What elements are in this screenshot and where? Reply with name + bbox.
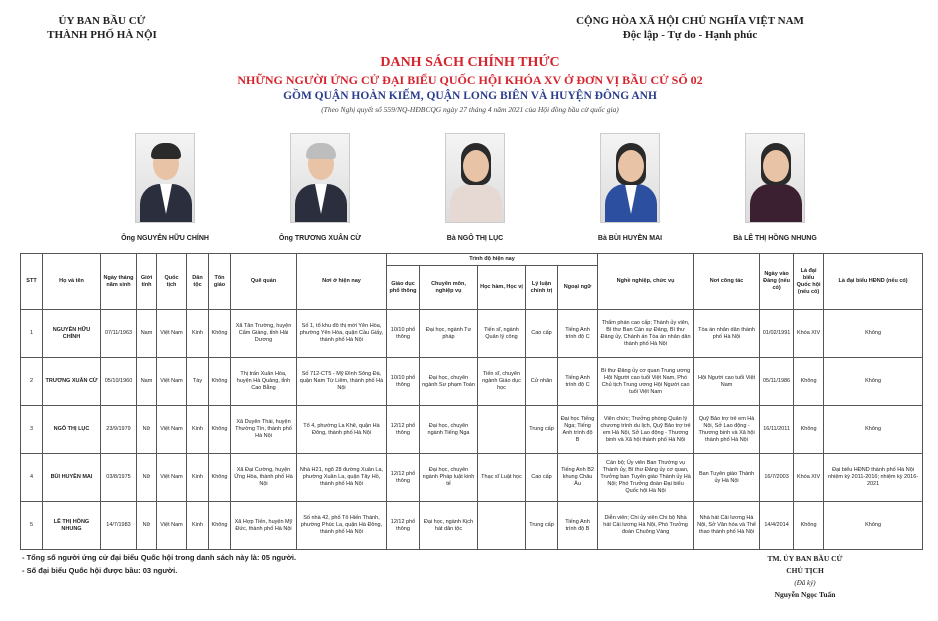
cell-party-date: 16/7/2003: [760, 454, 794, 502]
cell-occupation: Bí thư Đảng ủy cơ quan Trung ương Hội Người cao tuổi Việt Nam, Phó Chủ tịch Trung ương Hội Người cao tuổi Việt Nam: [598, 358, 694, 406]
cell-religion: Không: [209, 406, 231, 454]
cell-ethnicity: Kinh: [187, 406, 209, 454]
cell-name: NGUYỄN HỮU CHÍNH: [43, 310, 101, 358]
cell-hometown: Xã Hợp Tiến, huyện Mỹ Đức, thành phố Hà Nội: [231, 502, 297, 550]
cell-general: 12/12 phổ thông: [387, 502, 420, 550]
cell-dob: 23/9/1979: [101, 406, 137, 454]
candidate-table: [20, 253, 923, 550]
candidate-photo-card: [700, 133, 850, 242]
portrait-image: [745, 133, 805, 223]
cell-name: BÙI HUYỀN MAI: [43, 454, 101, 502]
cell-dob: 14/7/1983: [101, 502, 137, 550]
cell-language: Tiếng Anh trình độ B: [558, 502, 598, 550]
cell-politics: Cao cấp: [526, 310, 558, 358]
header-na-delegate: Là đại biểu Quốc hội (nếu có): [794, 254, 824, 310]
portrait-image: [290, 133, 350, 223]
cell-occupation: Diễn viên; Chi ủy viên Chi bộ Nhà hát Cải lương Hà Nội, Phó Trưởng đoàn Chuông Vàng: [598, 502, 694, 550]
cell-council-delegate: Đại biểu HĐND thành phố Hà Nội nhiệm kỳ 2011-2016; nhiệm kỳ 2016-2021: [824, 454, 923, 502]
cell-stt: 1: [21, 310, 43, 358]
title-block: [120, 54, 820, 116]
photo-caption: Ông NGUYỄN HỮU CHÍNH: [121, 235, 209, 242]
candidate-photo-card: [90, 133, 240, 242]
page-title: DANH SÁCH CHÍNH THỨC: [380, 55, 560, 70]
cell-hometown: Thị trấn Xuân Hòa, huyện Hà Quảng, tỉnh Cao Bằng: [231, 358, 297, 406]
header-religion: Tôn giáo: [209, 254, 231, 310]
cell-council-delegate: Không: [824, 310, 923, 358]
cell-council-delegate: Không: [824, 406, 923, 454]
cell-stt: 5: [21, 502, 43, 550]
photo-caption: Bà BÙI HUYỀN MAI: [597, 235, 663, 242]
cell-language: Tiếng Anh B2 khung Châu Âu: [558, 454, 598, 502]
header-council-delegate: Là đại biểu HĐND (nếu có): [824, 254, 923, 310]
cell-specialty: Đại học, ngành Kịch hát dân tộc: [420, 502, 478, 550]
national-motto-block: [555, 14, 825, 42]
cell-hometown: Xã Tân Trường, huyện Cẩm Giàng, tỉnh Hải Dương: [231, 310, 297, 358]
cell-religion: Không: [209, 358, 231, 406]
cell-gender: Nữ: [137, 454, 157, 502]
cell-workplace: Tòa án nhân dân thành phố Hà Nội: [694, 310, 760, 358]
cell-politics: Cao cấp: [526, 454, 558, 502]
cell-degree: [478, 502, 526, 550]
cell-na-delegate: Không: [794, 406, 824, 454]
cell-dob: 03/8/1975: [101, 454, 137, 502]
page-subtitle-2: GỒM QUẬN HOÀN KIẾM, QUẬN LONG BIÊN VÀ HUYỆN ĐÔNG ANH: [283, 90, 657, 102]
cell-na-delegate: Khóa XIV: [794, 454, 824, 502]
cell-nationality: Việt Nam: [157, 358, 187, 406]
cell-name: TRƯƠNG XUÂN CỪ: [43, 358, 101, 406]
cell-workplace: Hội Người cao tuổi Việt Nam: [694, 358, 760, 406]
header-degree: Học hàm, Học vị: [478, 266, 526, 310]
candidate-photo-card: [400, 133, 550, 242]
cell-ethnicity: Tày: [187, 358, 209, 406]
table-row: [21, 502, 923, 550]
cell-religion: Không: [209, 502, 231, 550]
issuer-line-1: ỦY BAN BẦU CỬ: [58, 15, 146, 27]
cell-nationality: Việt Nam: [157, 310, 187, 358]
cell-degree: Tiến sĩ, ngành Quản lý công: [478, 310, 526, 358]
header-workplace: Nơi công tác: [694, 254, 760, 310]
cell-party-date: 05/11/1986: [760, 358, 794, 406]
signature-org: TM. ỦY BAN BẦU CỬ: [767, 554, 843, 563]
cell-language: Tiếng Anh trình độ C: [558, 310, 598, 358]
cell-na-delegate: Không: [794, 502, 824, 550]
header-stt: STT: [21, 254, 43, 310]
cell-gender: Nam: [137, 358, 157, 406]
cell-specialty: Đại học, chuyên ngành Tiếng Nga: [420, 406, 478, 454]
cell-dob: 07/11/1963: [101, 310, 137, 358]
table-row: [21, 454, 923, 502]
cell-stt: 3: [21, 406, 43, 454]
cell-religion: Không: [209, 310, 231, 358]
cell-occupation: Thẩm phán cao cấp; Thành ủy viên, Bí thư Ban Cán sự Đảng, Bí thư Đảng ủy, Chánh án Tòa án nhân dân thành phố Hà Nội: [598, 310, 694, 358]
cell-ethnicity: Kinh: [187, 454, 209, 502]
header-political-theory: Lý luận chính trị: [526, 266, 558, 310]
cell-general: 10/10 phổ thông: [387, 358, 420, 406]
header-party-date: Ngày vào Đảng (nếu có): [760, 254, 794, 310]
cell-council-delegate: Không: [824, 358, 923, 406]
cell-workplace: Ban Tuyên giáo Thành ủy Hà Nội: [694, 454, 760, 502]
table-row: [21, 406, 923, 454]
cell-dob: 05/10/1960: [101, 358, 137, 406]
header-residence: Nơi ở hiện nay: [297, 254, 387, 310]
header-name: Họ và tên: [43, 254, 101, 310]
header-education-group: Trình độ hiện nay: [387, 254, 598, 266]
header-hometown: Quê quán: [231, 254, 297, 310]
portrait-image: [445, 133, 505, 223]
table-row: [21, 358, 923, 406]
cell-hometown: Xã Đại Cường, huyện Ứng Hòa, thành phố Hà Nội: [231, 454, 297, 502]
cell-religion: Không: [209, 454, 231, 502]
table-row: [21, 310, 923, 358]
header-gender: Giới tính: [137, 254, 157, 310]
cell-hometown: Xã Duyên Thái, huyện Thường Tín, thành phố Hà Nội: [231, 406, 297, 454]
page-subtitle-1: NHỮNG NGƯỜI ỨNG CỬ ĐẠI BIỂU QUỐC HỘI KHÓA XV Ở ĐƠN VỊ BẦU CỬ SỐ 02: [237, 73, 703, 87]
photo-caption: Ông TRƯƠNG XUÂN CỪ: [278, 235, 362, 242]
cell-council-delegate: Không: [824, 502, 923, 550]
header-foreign-language: Ngoại ngữ: [558, 266, 598, 310]
cell-general: 10/10 phổ thông: [387, 310, 420, 358]
header-specialty: Chuyên môn, nghiệp vụ: [420, 266, 478, 310]
issuer-block: [22, 14, 182, 42]
cell-ethnicity: Kinh: [187, 310, 209, 358]
cell-stt: 4: [21, 454, 43, 502]
cell-ethnicity: Kinh: [187, 502, 209, 550]
legal-basis-note: (Theo Nghị quyết số 559/NQ-HĐBCQG ngày 27 tháng 4 năm 2021 của Hội đồng bầu cử quốc gia): [321, 105, 619, 114]
header-general-education: Giáo dục phổ thông: [387, 266, 420, 310]
cell-nationality: Việt Nam: [157, 502, 187, 550]
header-nationality: Quốc tịch: [157, 254, 187, 310]
cell-degree: [478, 406, 526, 454]
motto: Độc lập - Tự do - Hạnh phúc: [622, 29, 758, 41]
seats-note: - Số đại biểu Quốc hội được bầu: 03 người.: [22, 566, 178, 575]
cell-occupation: Cán bộ; Ủy viên Ban Thường vụ Thành ủy, Bí thư Đảng ủy cơ quan, Trưởng ban Tuyên giáo Thành ủy Hà Nội; Phó Trưởng đoàn Đại biểu Quốc hội Hà Nội: [598, 454, 694, 502]
cell-nationality: Việt Nam: [157, 406, 187, 454]
cell-gender: Nam: [137, 310, 157, 358]
cell-name: LÊ THỊ HỒNG NHUNG: [43, 502, 101, 550]
signature-note: (Đã ký): [794, 579, 816, 587]
header-dob: Ngày tháng năm sinh: [101, 254, 137, 310]
issuer-line-2: THÀNH PHỐ HÀ NỘI: [47, 29, 157, 41]
cell-gender: Nữ: [137, 406, 157, 454]
summary-notes: [22, 551, 296, 577]
photo-caption: Bà LÊ THỊ HỒNG NHUNG: [733, 235, 817, 242]
cell-gender: Nữ: [137, 502, 157, 550]
cell-workplace: Nhà hát Cải lương Hà Nội, Sở Văn hóa và Thể thao thành phố Hà Nội: [694, 502, 760, 550]
cell-nationality: Việt Nam: [157, 454, 187, 502]
country-name: CỘNG HÒA XÃ HỘI CHỦ NGHĨA VIỆT NAM: [576, 15, 804, 27]
cell-workplace: Quỹ Bảo trợ trẻ em Hà Nội, Sở Lao động - Thương binh và Xã hội thành phố Hà Nội: [694, 406, 760, 454]
cell-residence: Số nhà 42, phố Tô Hiến Thành, phường Phúc La, quận Hà Đông, thành phố Hà Nội: [297, 502, 387, 550]
candidate-photo-card: [245, 133, 395, 242]
header-ethnicity: Dân tộc: [187, 254, 209, 310]
header-occupation: Nghề nghiệp, chức vụ: [598, 254, 694, 310]
signature-title: CHỦ TỊCH: [786, 566, 824, 575]
cell-occupation: Viên chức; Trưởng phòng Quản lý chương trình du lịch, Quỹ Bảo trợ trẻ em Hà Nội, Sở Lao động - Thương binh và Xã hội thành phố Hà Nội: [598, 406, 694, 454]
portrait-image: [600, 133, 660, 223]
cell-na-delegate: Không: [794, 358, 824, 406]
cell-party-date: 16/11/2011: [760, 406, 794, 454]
cell-politics: Trung cấp: [526, 502, 558, 550]
cell-language: Tiếng Anh trình độ C: [558, 358, 598, 406]
signature-block: [745, 553, 865, 601]
cell-stt: 2: [21, 358, 43, 406]
cell-residence: Số 712-CT5 - Mỹ Đình Sông Đà, quận Nam Từ Liêm, thành phố Hà Nội: [297, 358, 387, 406]
cell-party-date: 01/02/1991: [760, 310, 794, 358]
cell-language: Đại học Tiếng Nga; Tiếng Anh trình độ B: [558, 406, 598, 454]
photo-caption: Bà NGÔ THỊ LỤC: [446, 235, 504, 242]
cell-residence: Nhà H21, ngõ 28 đường Xuân La, phường Xuân La, quận Tây Hồ, thành phố Hà Nội: [297, 454, 387, 502]
cell-politics: Trung cấp: [526, 406, 558, 454]
cell-general: 12/12 phổ thông: [387, 454, 420, 502]
signer-name: Nguyễn Ngọc Tuấn: [774, 590, 836, 599]
cell-party-date: 14/4/2014: [760, 502, 794, 550]
cell-residence: Số 1, tổ khu đô thị mới Yên Hòa, phường Yên Hòa, quận Cầu Giấy, thành phố Hà Nội: [297, 310, 387, 358]
cell-general: 12/12 phổ thông: [387, 406, 420, 454]
cell-specialty: Đại học, ngành Tư pháp: [420, 310, 478, 358]
cell-name: NGÔ THỊ LỤC: [43, 406, 101, 454]
cell-na-delegate: Khóa XIV: [794, 310, 824, 358]
cell-residence: Tổ 4, phường La Khê, quận Hà Đông, thành phố Hà Nội: [297, 406, 387, 454]
candidate-photo-card: [555, 133, 705, 242]
portrait-image: [135, 133, 195, 223]
cell-specialty: Đại học, chuyên ngành Sư phạm Toán: [420, 358, 478, 406]
cell-specialty: Đại học, chuyên ngành Pháp luật kinh tế: [420, 454, 478, 502]
total-candidates-note: - Tổng số người ứng cử đại biểu Quốc hội trong danh sách này là: 05 người.: [22, 553, 297, 562]
cell-degree: Thạc sĩ Luật học: [478, 454, 526, 502]
cell-politics: Cử nhân: [526, 358, 558, 406]
cell-degree: Tiến sĩ, chuyên ngành Giáo dục học: [478, 358, 526, 406]
candidate-photos: [90, 133, 850, 243]
